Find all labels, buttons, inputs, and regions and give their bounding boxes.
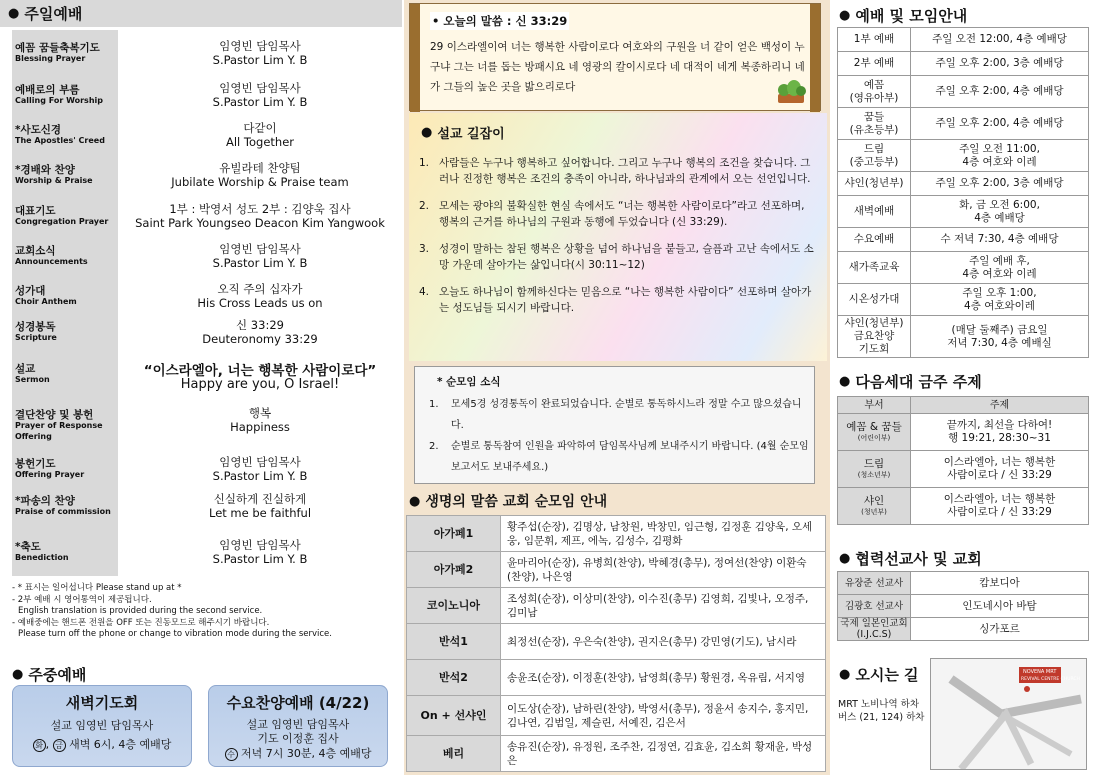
worship-item-label-en: Calling For Worship <box>15 96 103 105</box>
mission-row <box>838 572 1089 595</box>
bullet-icon: ● <box>421 125 433 140</box>
location-map <box>930 658 1087 770</box>
worship-item-leader: “이스라엘아, 너는 행복한 사람이로다” <box>143 363 377 379</box>
generation-dept <box>838 488 911 525</box>
worship-item-label: *파송의 찬양 <box>15 495 75 507</box>
worship-item-label: *경배와 찬양 <box>15 164 75 176</box>
worship-item-leader-en: Jubilate Worship & Praise team <box>171 175 349 189</box>
map-label-church: REVIVAL CENTRE CHURCH <box>1021 677 1080 682</box>
schedule-label: 드림 (중고등부) <box>838 140 911 172</box>
map-label-mrt: NOVENA MRT <box>1023 669 1057 675</box>
wednesday-prayer: 기도 이정훈 집사 <box>257 732 339 745</box>
tuesday-icon: 화 <box>33 739 46 752</box>
generation-table <box>837 396 1089 525</box>
schedule-value: 주일 오전 11:00, 4층 여호와 이레 <box>911 140 1089 172</box>
schedule-value: (매달 둘째주) 금요일 저녁 7:30, 4층 예배실 <box>911 316 1089 358</box>
schedule-row <box>838 52 1089 76</box>
worship-column <box>0 0 402 775</box>
note-line: - 예배중에는 핸드폰 전원을 OFF 또는 진동모드로 해주시기 바랍니다. <box>12 617 270 628</box>
worship-item-label-en: The Apostles' Creed <box>15 136 105 145</box>
schedule-label: 시온성가대 <box>838 284 911 316</box>
worship-item-label-en2: Offering <box>15 432 52 441</box>
schedule-section-header <box>839 5 967 26</box>
dawn-prayer-box <box>12 685 192 767</box>
verse-title: • 오늘의 말씀 : 신 33:29 <box>432 14 568 28</box>
note-line: English translation is provided during the second service. <box>18 606 263 616</box>
generation-dept-name: 예꼼 & 꿈들 <box>846 421 902 433</box>
worship-item-label-en: Sermon <box>15 375 50 384</box>
schedule-row <box>838 108 1089 140</box>
friday-icon: 금 <box>53 739 66 752</box>
sermon-point: 2. 모세는 광야의 불확실한 현실 속에서도 “너는 행복한 사람이로다”라고 선포하며, 행복의 근거를 하나님의 구원과 동행에 두었습니다 (신 33:29). <box>419 198 814 230</box>
schedule-label: 샤인(청년부) <box>838 172 911 196</box>
cells-section-header <box>409 491 607 511</box>
sermon-point-text: 오늘도 하나님이 함께하신다는 믿음으로 “나는 행복한 사람이다” 선포하며 살아가는 성도님들 되시기 바랍니다. <box>439 286 812 314</box>
weekday-section-header <box>12 664 86 685</box>
cell-members: 송유진(순장), 유정원, 조주찬, 김정연, 김효윤, 김소희 황재윤, 박성은 <box>501 736 826 772</box>
generation-dept-sub: (청년부) <box>861 508 887 516</box>
generation-row <box>838 451 1089 488</box>
schedule-label: 샤인(청년부) 금요찬양 기도회 <box>838 316 911 358</box>
worship-title: 주일예배 <box>24 5 83 23</box>
mission-location: 인도네시아 바탐 <box>911 595 1089 618</box>
cell-row <box>407 736 826 772</box>
mission-location: 캄보디아 <box>911 572 1089 595</box>
mission-section-header <box>839 548 982 569</box>
schedule-row <box>838 28 1089 52</box>
worship-item-leader-en: S.Pastor Lim Y. B <box>212 469 308 483</box>
schedule-label: 꿈들 (유초등부) <box>838 108 911 140</box>
bullet-icon: ● <box>839 374 851 389</box>
worship-item-label: 성경봉독 <box>15 321 56 333</box>
generation-dept <box>838 451 911 488</box>
worship-item-leader: 1부 : 박영서 성도 2부 : 김양욱 집사 <box>169 202 351 216</box>
worship-item-leader: 임영빈 담임목사 <box>219 39 301 53</box>
cell-row <box>407 588 826 624</box>
schedule-row <box>838 76 1089 108</box>
location-pin-icon <box>1024 686 1030 692</box>
verse-title-text: 오늘의 말씀 : 신 33:29 <box>443 14 568 28</box>
worship-item-leader-en: All Together <box>226 135 294 149</box>
dawn-time-text: 새벽 6시, 4층 예배당 <box>69 738 172 751</box>
cell-group-name: On + 선샤인 <box>407 696 501 736</box>
worship-item-label-en: Scripture <box>15 333 57 342</box>
generation-dept-name: 샤인 <box>863 495 885 507</box>
worship-item-label-en: Prayer of Response <box>15 421 103 430</box>
scroll-rod-left <box>410 4 420 112</box>
schedule-table <box>837 27 1089 358</box>
cell-row <box>407 696 826 736</box>
bullet-icon: ● <box>839 551 851 566</box>
worship-item-label: 결단찬양 및 봉헌 <box>15 409 94 421</box>
bullet-icon: ● <box>839 8 851 23</box>
wednesday-icon: 수 <box>225 748 238 761</box>
sermon-guide-header <box>421 123 505 142</box>
mission-partner: 김광호 선교사 <box>838 595 911 618</box>
note-line: Please turn off the phone or change to vibration mode during the service. <box>18 629 332 639</box>
dawn-time: 화 , 금 새벽 6시, 4층 예배당 <box>13 737 191 753</box>
cells-title: 생명의 말씀 교회 순모임 안내 <box>425 494 608 510</box>
generation-head-theme: 주제 <box>911 397 1089 414</box>
scroll-rod-right <box>810 4 820 112</box>
worship-item-label-en: Announcements <box>15 257 88 266</box>
cell-news-box <box>414 366 815 484</box>
schedule-value: 수 저녁 7:30, 4층 예배당 <box>911 228 1089 252</box>
schedule-label: 새벽예배 <box>838 196 911 228</box>
cell-news-text: 순별로 통독참여 인원을 파악하여 담임목사님께 보내주시기 바랍니다. (4월 순모임 보고서도 보내주세요.) <box>451 441 809 473</box>
cell-group-name: 반석2 <box>407 660 501 696</box>
schedule-row <box>838 196 1089 228</box>
generation-title: 다음세대 금주 주제 <box>855 373 982 391</box>
note-line: - * 표시는 일어섭니다 Please stand up at * <box>12 583 182 593</box>
sermon-point: 1. 사람들은 누구나 행복하고 싶어합니다. 그리고 누구나 행복의 조건을 찾습니다. 그러나 진정한 행복은 조건의 충족이 아니라, 하나님과의 관계에서 오는 선언입니다. <box>419 155 814 187</box>
schedule-value: 주일 오후 2:00, 4층 예배당 <box>911 76 1089 108</box>
worship-item-leader-en: S.Pastor Lim Y. B <box>212 256 308 270</box>
sermon-point: 4. 오늘도 하나님이 함께하신다는 믿음으로 “나는 행복한 사람이다” 선포하며 살아가는 성도님들 되시기 바랍니다. <box>419 284 814 316</box>
generation-theme: 이스라엘아, 너는 행복한 사람이로다 / 신 33:29 <box>911 488 1089 525</box>
verse-scroll <box>409 3 821 111</box>
cell-news-title: * 순모임 소식 <box>437 376 501 388</box>
worship-item-label: 예배로의 부름 <box>15 84 80 96</box>
schedule-value: 주일 예배 후, 4층 여호와 이레 <box>911 252 1089 284</box>
cell-members: 송윤조(순장), 이정훈(찬양), 남영희(총무) 황원경, 옥유림, 서지영 <box>501 660 826 696</box>
mission-partner: 유장준 선교사 <box>838 572 911 595</box>
cell-row <box>407 624 826 660</box>
note-line: - 2부 예배 시 영어통역이 제공됩니다. <box>12 594 152 605</box>
schedule-value: 주일 오후 2:00, 3층 예배당 <box>911 172 1089 196</box>
worship-item-label-en: Offering Prayer <box>15 470 85 479</box>
wednesday-service-box <box>208 685 388 767</box>
directions-bus: 버스 (21, 124) 하차 <box>838 712 925 723</box>
generation-dept-sub: (청소년부) <box>857 471 891 479</box>
wednesday-time-text: 저녁 7시 30분, 4층 예배당 <box>241 747 372 760</box>
mission-location: 싱가포르 <box>911 618 1089 641</box>
mission-table <box>837 571 1089 641</box>
worship-item-leader-en: S.Pastor Lim Y. B <box>212 53 308 67</box>
worship-item-leader: 다같이 <box>243 121 277 135</box>
mission-row <box>838 618 1089 641</box>
sermon-guide <box>409 113 827 361</box>
cell-news-item: 2. 순별로 통독참여 인원을 파악하여 담임목사님께 보내주시기 바랍니다. (4월 순모임 보고서도 보내주세요.) <box>429 436 809 478</box>
bullet-icon: ● <box>839 667 851 682</box>
plant-pot-icon <box>770 78 810 104</box>
schedule-value: 주일 오후 2:00, 4층 예배당 <box>911 108 1089 140</box>
cell-row <box>407 552 826 588</box>
generation-row <box>838 488 1089 525</box>
map-graphic <box>931 659 1087 770</box>
schedule-row <box>838 316 1089 358</box>
cell-group-name: 코이노니아 <box>407 588 501 624</box>
worship-section-header <box>0 0 402 27</box>
schedule-label: 새가족교육 <box>838 252 911 284</box>
directions-section-header <box>839 664 919 685</box>
worship-item-leader: 유빌라테 찬양팀 <box>219 161 301 175</box>
generation-theme: 이스라엘아, 너는 행복한 사람이로다 / 신 33:29 <box>911 451 1089 488</box>
mission-row <box>838 595 1089 618</box>
schedule-row <box>838 172 1089 196</box>
bullet-icon: ● <box>8 6 20 21</box>
worship-item-leader-en: Happy are you, O Israel! <box>180 377 340 392</box>
generation-head-dept: 부서 <box>838 397 911 414</box>
worship-item-label-en: Benediction <box>15 553 69 562</box>
cell-members: 이도상(순장), 남하린(찬양), 박영서(총무), 정윤서 송지수, 홍지민, 김나연, 김범일, 제슬린, 서예진, 김은서 <box>501 696 826 736</box>
cells-table <box>406 515 826 772</box>
cell-group-name: 아가페2 <box>407 552 501 588</box>
worship-item-label-en: Praise of commission <box>15 507 111 516</box>
worship-item-leader-en: His Cross Leads us on <box>197 296 323 310</box>
cell-members: 황주섭(순장), 김명상, 남창원, 박창민, 임근형, 김정훈 김양욱, 오세웅, 임문휘, 제프, 에녹, 김성수, 김평화 <box>501 516 826 552</box>
schedule-value: 화, 금 오전 6:00, 4층 예배당 <box>911 196 1089 228</box>
directions-mrt: MRT 노비나역 하차 <box>838 699 920 710</box>
schedule-row <box>838 140 1089 172</box>
worship-item-label: 예꼼 꿈들축복기도 <box>15 42 100 54</box>
schedule-label: 1부 예배 <box>838 28 911 52</box>
schedule-title: 예배 및 모임안내 <box>855 7 968 25</box>
worship-item-label-en: Congregation Prayer <box>15 217 109 226</box>
worship-notes <box>12 583 332 641</box>
cell-members: 조성희(순장), 이상미(찬양), 이수진(총무) 김영희, 김빛나, 오정주, 김미남 <box>501 588 826 624</box>
worship-item-leader-en: Let me be faithful <box>208 506 312 520</box>
wednesday-time <box>209 746 387 762</box>
cell-news-list <box>429 394 809 478</box>
worship-item-label-en: Choir Anthem <box>15 297 77 306</box>
worship-item-label: 봉헌기도 <box>15 458 56 470</box>
mission-title: 협력선교사 및 교회 <box>855 550 982 568</box>
cell-row <box>407 660 826 696</box>
bullet-icon: ● <box>409 493 421 509</box>
worship-item-label: 대표기도 <box>15 205 56 217</box>
generation-dept <box>838 414 911 451</box>
sermon-point: 3. 성경이 말하는 참된 행복은 상황을 넘어 하나님을 붙들고, 슬픔과 고난 속에서도 소망 가운데 살아가는 삶입니다(시 30:11~12) <box>419 243 814 271</box>
cell-group-name: 베리 <box>407 736 501 772</box>
generation-dept-sub: (어린이부) <box>857 434 891 442</box>
schedule-label: 수요예배 <box>838 228 911 252</box>
worship-item-leader-en: Deuteronomy 33:29 <box>202 332 318 346</box>
worship-item-label-en: Worship & Praise <box>15 176 93 185</box>
wednesday-preacher: 설교 임영빈 담임목사 <box>246 718 350 731</box>
worship-item-leader: 임영빈 담임목사 <box>219 81 301 95</box>
directions-text <box>838 698 924 724</box>
generation-section-header <box>839 371 982 392</box>
worship-item-leader-en: Happiness <box>230 420 290 434</box>
cell-news-item: 1. 모세5경 성경통독이 완료되었습니다. 순별로 통독하시느라 정말 수고 많으셨습니다. <box>429 394 809 436</box>
directions-title: 오시는 길 <box>855 666 919 684</box>
worship-item-leader: 임영빈 담임목사 <box>219 538 301 552</box>
sermon-points <box>419 155 814 327</box>
schedule-row <box>838 284 1089 316</box>
worship-item-leader: 신실하게 진실하게 <box>213 492 307 506</box>
weekday-title: 주중예배 <box>28 666 87 684</box>
dawn-title: 새벽기도회 <box>65 694 139 712</box>
sermon-point-text: 사람들은 누구나 행복하고 싶어합니다. 그리고 누구나 행복의 조건을 찾습니다. 그러나 진정한 행복은 조건의 충족이 아니라, 하나님과의 관계에서 오는 선언입니다. <box>439 157 811 185</box>
schedule-value: 주일 오전 12:00, 4층 예배당 <box>911 28 1089 52</box>
bullet-icon: ● <box>12 667 24 682</box>
worship-item-leader: 임영빈 담임목사 <box>219 455 301 469</box>
worship-item-label-en: Blessing Prayer <box>15 54 86 63</box>
cell-members: 최정선(순장), 우은숙(찬양), 권지은(총무) 강민영(기도), 남시라 <box>501 624 826 660</box>
worship-item-label: 성가대 <box>15 285 46 297</box>
worship-item-leader: 행복 <box>248 406 272 420</box>
schedule-row <box>838 252 1089 284</box>
schedule-row <box>838 228 1089 252</box>
schedule-label: 예꼼 (영유아부) <box>838 76 911 108</box>
worship-item-label: 설교 <box>15 363 36 375</box>
worship-item-label: *축도 <box>15 541 41 553</box>
mission-partner: 국제 일본인교회 (I.J.C.S) <box>838 618 911 641</box>
worship-item-leader-en: S.Pastor Lim Y. B <box>212 95 308 109</box>
worship-item-label: 교회소식 <box>15 245 56 257</box>
sermon-point-text: 성경이 말하는 참된 행복은 상황을 넘어 하나님을 붙들고, 슬픔과 고난 속에서도 소망 가운데 살아가는 삶입니다(시 30:11~12) <box>439 243 814 271</box>
worship-item-label: *사도신경 <box>15 124 62 136</box>
verse-text: 29 이스라엘이여 너는 행복한 사람이로다 여호와의 구원을 너 같이 얻은 백성이 누구냐 그는 너를 돕는 방패시요 네 영광의 칼이시로다 네 대적이 네게 복종하리니 네가 그들의 높은 곳을 밟으리로다 <box>430 41 805 93</box>
sermon-point-text: 모세는 광야의 불확실한 현실 속에서도 “너는 행복한 사람이로다”라고 선포하며, 행복의 근거를 하나님의 구원과 동행에 두었습니다 (신 33:29). <box>439 200 805 228</box>
worship-item-leader-en: S.Pastor Lim Y. B <box>212 552 308 566</box>
worship-item-leader: 오직 주의 십자가 <box>217 282 303 296</box>
generation-header-row <box>838 397 1089 414</box>
worship-item-leader: 신 33:29 <box>236 318 284 332</box>
wednesday-title: 수요찬양예배 (4/22) <box>226 694 370 712</box>
generation-theme: 끝까지, 최선을 다하여! 행 19:21, 28:30~31 <box>911 414 1089 451</box>
cell-group-name: 아가페1 <box>407 516 501 552</box>
worship-item-leader-en: Saint Park Youngseo Deacon Kim Yangwook <box>135 216 385 230</box>
cell-members: 윤마리아(순장), 유병희(찬양), 박혜경(총무), 정여선(찬양) 이환숙(찬양), 나은영 <box>501 552 826 588</box>
generation-row <box>838 414 1089 451</box>
dawn-preacher: 설교 임영빈 담임목사 <box>50 719 154 732</box>
schedule-value: 주일 오후 1:00, 4층 여호와이레 <box>911 284 1089 316</box>
schedule-label: 2부 예배 <box>838 52 911 76</box>
generation-dept-name: 드림 <box>863 458 885 470</box>
worship-item-leader: 임영빈 담임목사 <box>219 242 301 256</box>
sermon-guide-title: 설교 길잡이 <box>437 127 505 142</box>
schedule-value: 주일 오후 2:00, 3층 예배당 <box>911 52 1089 76</box>
cell-group-name: 반석1 <box>407 624 501 660</box>
cell-row <box>407 516 826 552</box>
cell-news-text: 모세5경 성경통독이 완료되었습니다. 순별로 통독하시느라 정말 수고 많으셨습니다. <box>451 399 802 431</box>
